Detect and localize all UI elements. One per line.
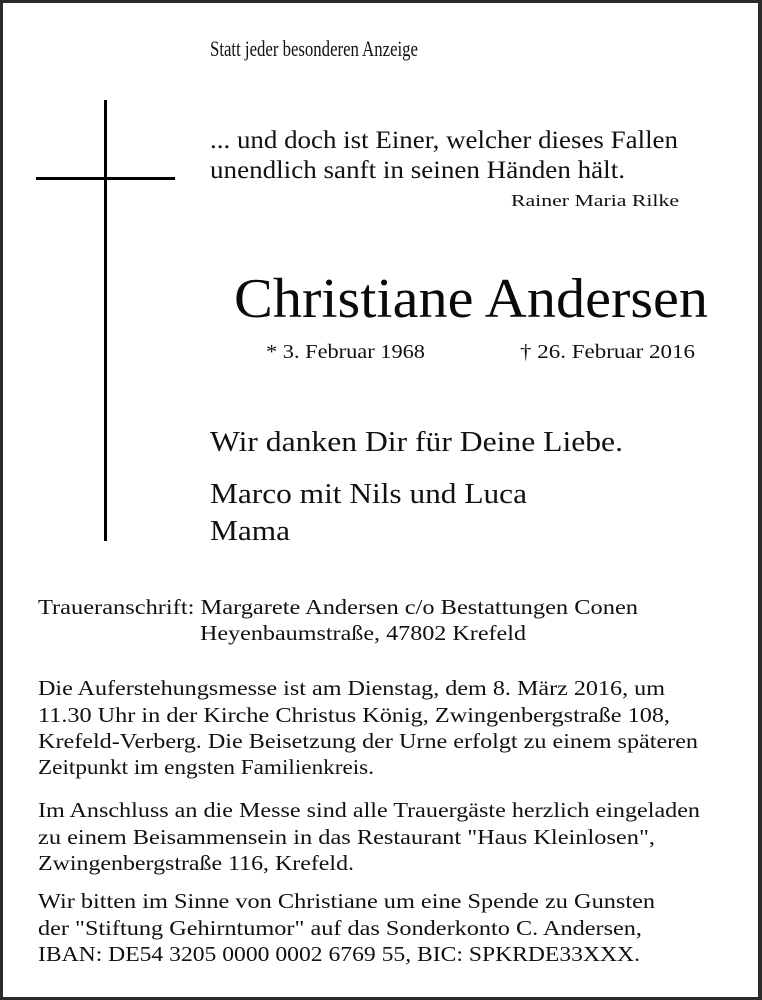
paragraph-line: Zeitpunkt im engsten Familienkreis. <box>38 755 374 779</box>
cross-vertical-bar <box>104 100 107 541</box>
mourner-line: Mama <box>210 516 290 547</box>
paragraph-line: 11.30 Uhr in der Kirche Christus König, Zwingenbergstraße 108, <box>38 703 670 727</box>
address-line: Heyenbaumstraße, 47802 Krefeld <box>200 621 526 645</box>
death-date: † 26. Februar 2016 <box>520 341 695 363</box>
paragraph-line: Die Auferstehungsmesse ist am Dienstag, dem 8. März 2016, um <box>38 676 665 700</box>
paragraph-line: der "Stiftung Gehirntumor" auf das Sonderkonto C. Andersen, <box>38 916 642 940</box>
quote-author: Rainer Maria Rilke <box>511 191 679 210</box>
paragraph-line: Zwingenbergstraße 116, Krefeld. <box>38 851 354 875</box>
mourner-line: Marco mit Nils und Luca <box>210 479 527 510</box>
paragraph-line: Wir bitten im Sinne von Christiane um eine Spende zu Gunsten <box>38 889 655 913</box>
paragraph-line: Im Anschluss an die Messe sind alle Trauergäste herzlich eingeladen <box>38 798 700 822</box>
quote-line: unendlich sanft in seinen Händen hält. <box>210 157 625 184</box>
quote-line: ... und doch ist Einer, welcher dieses Fallen <box>210 127 678 154</box>
thanks-line: Wir danken Dir für Deine Liebe. <box>210 427 623 458</box>
paragraph-line: IBAN: DE54 3205 0000 0002 6769 55, BIC: SPKRDE33XXX. <box>38 942 640 966</box>
paragraph-line: Krefeld-Verberg. Die Beisetzung der Urne erfolgt zu einem späteren <box>38 729 699 753</box>
address-line: Traueranschrift: Margarete Andersen c/o Bestattungen Conen <box>38 595 638 619</box>
cross-horizontal-bar <box>36 177 175 180</box>
header-note: Statt jeder besonderen Anzeige <box>210 36 418 61</box>
deceased-name: Christiane Andersen <box>234 268 708 330</box>
birth-date: * 3. Februar 1968 <box>266 341 425 363</box>
paragraph-line: zu einem Beisammensein in das Restaurant "Haus Kleinlosen", <box>38 825 655 849</box>
